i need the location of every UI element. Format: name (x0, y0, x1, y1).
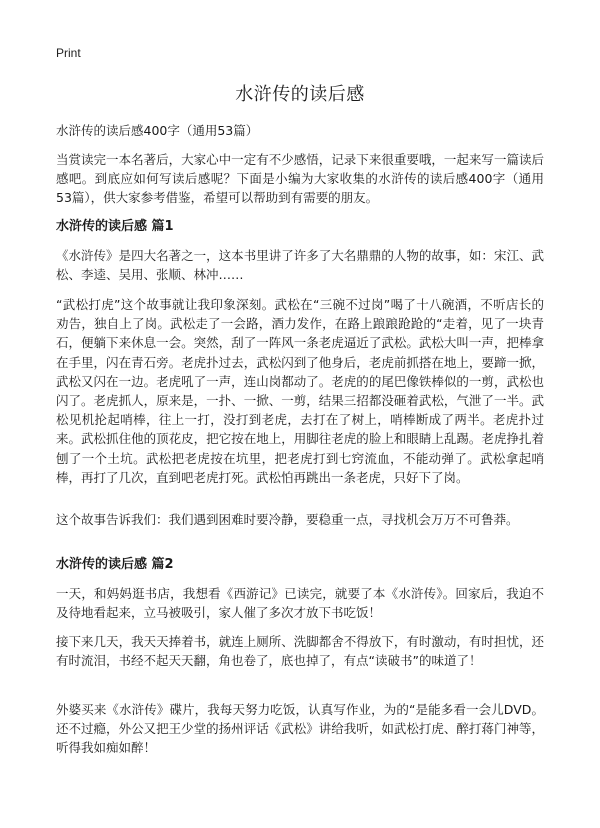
section-heading-2: 水浒传的读后感 篇2 (56, 557, 174, 572)
print-link[interactable]: Print (56, 46, 81, 60)
section-2-paragraph-1: 一天，和妈妈逛书店，我想看《西游记》已读完，就要了本《水浒传》。回家后，我迫不及待地看起来，立马被吸引，家人催了多次才放下书吃饭！ (56, 586, 544, 621)
intro-paragraph: 当赏读完一本名著后，大家心中一定有不少感悟，记录下来很重要哦，一起来写一篇读后感吧。到底应如何写读后感呢？下面是小编为大家收集的水浒传的读后感400字（通用53篇），供大家参考借鉴，希望可以帮助到有需要的朋友。 (56, 152, 544, 206)
section-2-paragraph-2: 接下来几天，我天天捧着书，就连上厕所、洗脚都舍不得放下，有时激动，有时担忧，还有时流泪，书经不起天天翻，角也卷了，底也掉了，有点“读破书”的味道了！ (56, 634, 544, 669)
section-heading-1: 水浒传的读后感 篇1 (56, 219, 174, 234)
subtitle: 水浒传的读后感400字（通用53篇） (56, 123, 259, 138)
section-1-paragraph-1: 《水浒传》是四大名著之一，这本书里讲了许多了大名鼎鼎的人物的故事，如：宋江、武松、李逵、吴用、张顺、林冲…… (56, 248, 544, 283)
section-1-paragraph-3: 这个故事告诉我们：我们遇到困难时要冷静，要稳重一点，寻找机会万万不可鲁莽。 (56, 512, 519, 527)
section-2-paragraph-3: 外婆买来《水浒传》碟片，我每天努力吃饭，认真写作业，为的“是能多看一会儿DVD。还不过瘾，外公又把王少堂的扬州评话《武松》讲给我听，如武松打虎、醉打蒋门神等，听得我如痴如醉！ (56, 702, 544, 756)
section-1-paragraph-2: “武松打虎”这个故事就让我印象深刻。武松在“三碗不过岗”喝了十八碗酒，不听店长的劝告，独自上了岗。武松走了一会路，酒力发作，在路上踉踉跄跄的“走着，见了一块青石，便躺下来休息一会。突然，刮了一阵风一条老虎逼近了武松。武松大叫一声，把棒拿在手里，闪在青石旁。老虎扑过去，武松闪到了他身后，老虎前抓搭在地上，要蹄一掀，武松又闪在一边。老虎吼了一声，连山岗都动了。老虎的的尾巴像铁棒似的一剪，武松也闪了。老虎抓人，原来是，一扑、一掀、一剪，结果三招都没砸着武松，气泄了一半。武松见机抡起哨棒，往上一打，没打到老虎，去打在了树上，哨棒断成了两半。老虎扑过来。武松抓住他的顶花皮，把它按在地上，用脚往老虎的脸上和眼睛上乱踢。老虎挣扎着刨了一个土坑。武松把老虎按在坑里，把老虎打到七窍流血，不能动弹了。武松拿起哨棒，再打了几次，直到吧老虎打死。武松怕再跳出一条老虎，只好下了岗。 (56, 297, 544, 485)
page-title: 水浒传的读后感 (235, 84, 365, 105)
